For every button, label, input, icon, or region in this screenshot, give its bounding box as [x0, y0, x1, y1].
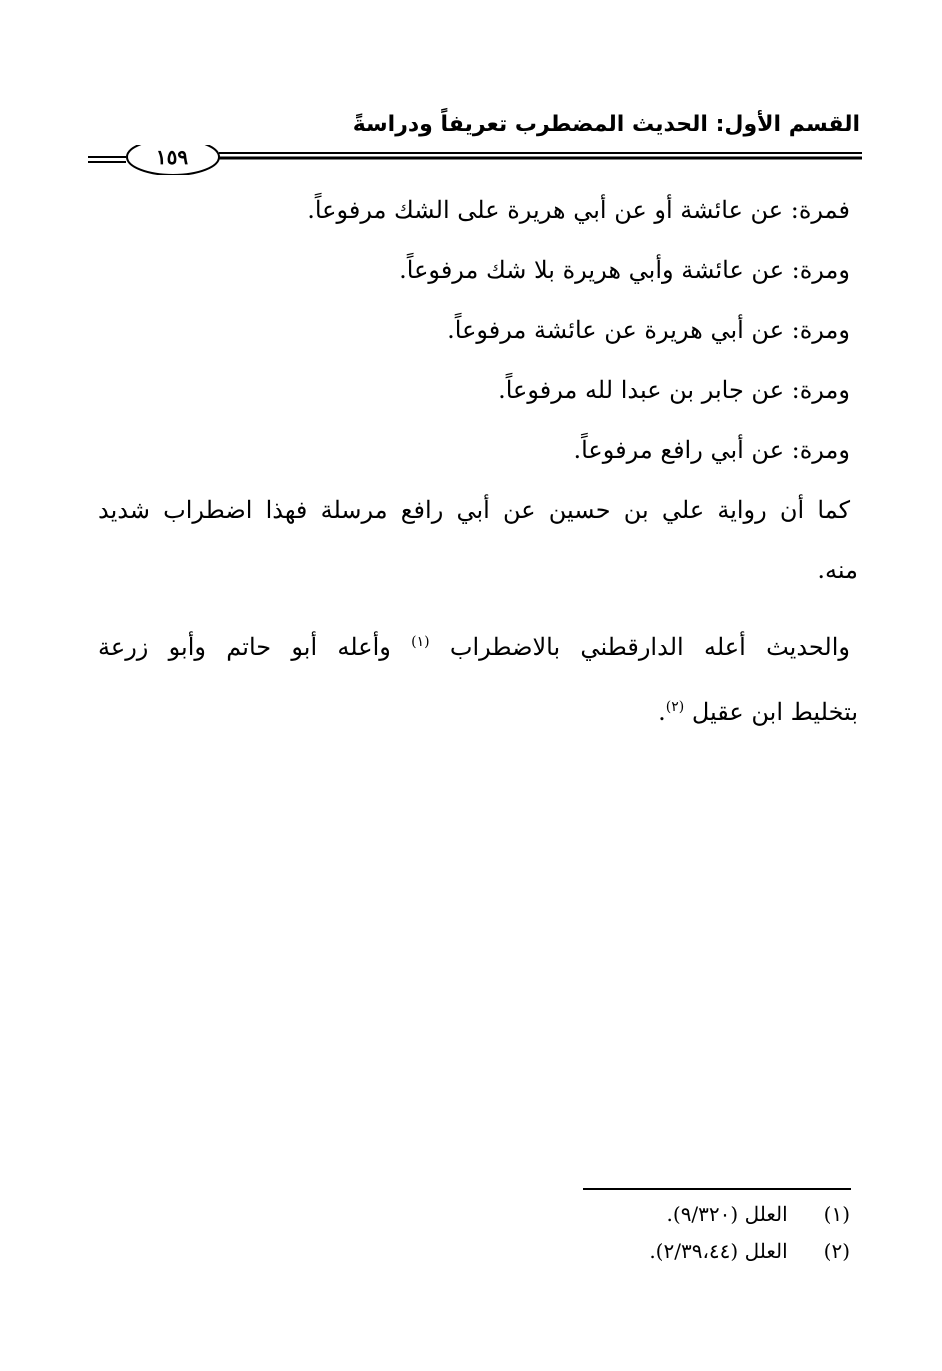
- footnote-reference: (٢): [665, 699, 685, 715]
- paragraph-text: والحديث أعله الدارقطني بالاضطراب: [449, 633, 850, 661]
- footnote-number: (١): [823, 1202, 850, 1226]
- paragraph-line: منه.: [817, 556, 858, 584]
- page-header-title: القسم الأول: الحديث المضطرب تعريفاً ودراسةً: [352, 112, 860, 137]
- paragraph-line: [98, 612, 850, 677]
- body-text: [98, 180, 858, 742]
- paragraph-line: بتخليط ابن عقيل $^{(٢)}$.: [658, 698, 858, 726]
- text-line: ومرة: عن عائشة وأبي هريرة بلا شك مرفوعاً.: [399, 256, 850, 284]
- footnote-reference: (١): [411, 634, 430, 650]
- text-line: ومرة: عن أبي هريرة عن عائشة مرفوعاً.: [447, 316, 850, 344]
- footnotes: [490, 1196, 850, 1270]
- footnote-text: العلل (٢/٣٩،٤٤).: [649, 1239, 788, 1263]
- footnote-number: (٢): [823, 1239, 850, 1263]
- paragraph-text: وأعله أبو حاتم وأبو زرعة: [98, 633, 391, 661]
- text-line: فمرة: عن عائشة أو عن أبي هريرة على الشك مرفوعاً.: [307, 196, 850, 224]
- paragraph-text: بتخليط ابن عقيل: [691, 698, 858, 726]
- paragraph-line: كما أن رواية علي بن حسين عن أبي رافع مرسلة فهذا اضطراب شديد: [98, 496, 850, 524]
- footnote-separator: [583, 1188, 851, 1190]
- footnote-item: [490, 1233, 850, 1270]
- footnote-item: [490, 1196, 850, 1233]
- page-number: ١٥٩: [155, 145, 189, 169]
- text-line: ومرة: عن أبي رافع مرفوعاً.: [573, 436, 850, 464]
- footnote-text: العلل (٩/٣٢٠).: [666, 1202, 788, 1226]
- text-line: ومرة: عن جابر بن عبدا لله مرفوعاً.: [498, 376, 850, 404]
